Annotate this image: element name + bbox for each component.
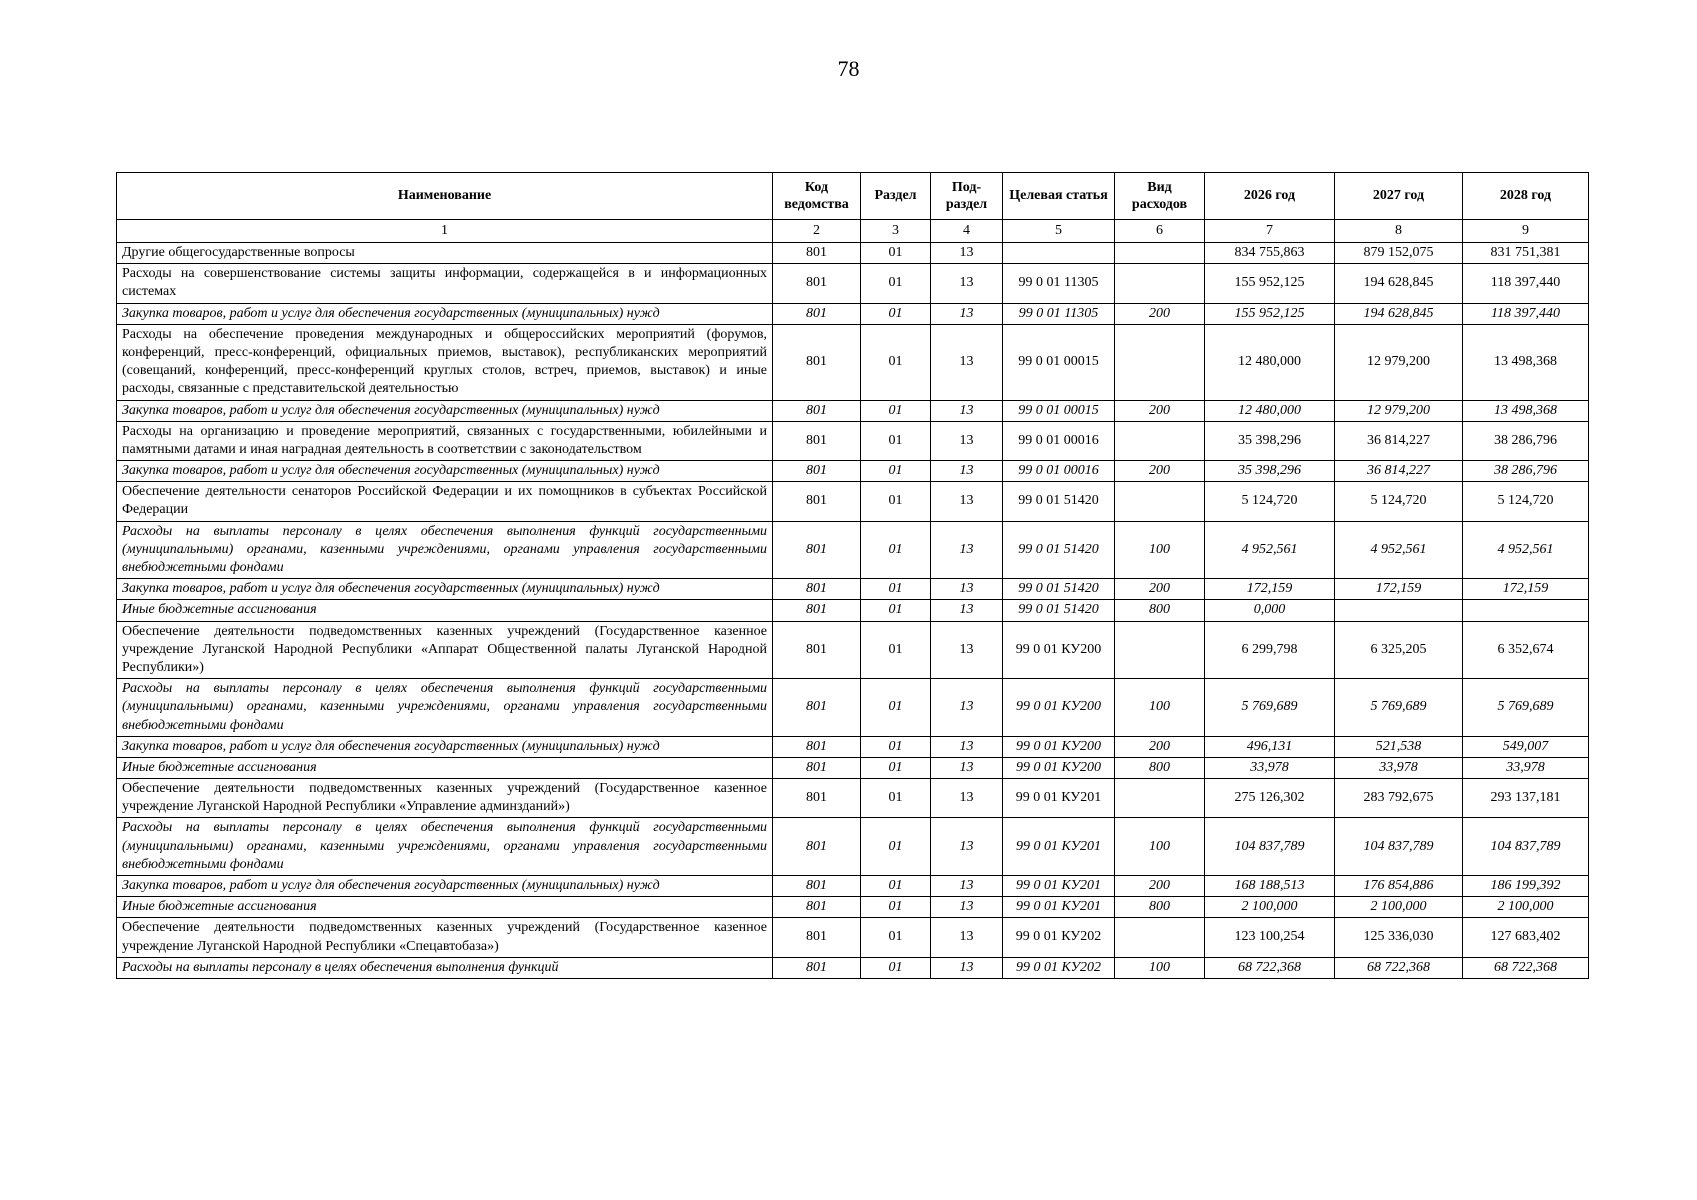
row-amount-2026: 104 837,789 (1205, 818, 1335, 876)
row-section: 01 (861, 303, 931, 324)
row-expense-type (1115, 779, 1205, 818)
row-amount-2026: 834 755,863 (1205, 243, 1335, 264)
row-expense-type (1115, 264, 1205, 303)
table-row (117, 600, 1589, 621)
row-amount-2028: 5 769,689 (1463, 679, 1589, 737)
row-amount-2026: 496,131 (1205, 736, 1335, 757)
row-subsection: 13 (931, 818, 1003, 876)
row-subsection: 13 (931, 243, 1003, 264)
row-amount-2028: 4 952,561 (1463, 521, 1589, 579)
row-name: Закупка товаров, работ и услуг для обеспечения государственных (муниципальных) нужд (117, 736, 773, 757)
row-name: Обеспечение деятельности подведомственных казенных учреждений (Государственное казенное учреждение Луганской Народной Республики «Аппарат Общественной палаты Луганской Народной Республики») (117, 621, 773, 679)
row-section: 01 (861, 600, 931, 621)
row-department-code: 801 (773, 736, 861, 757)
row-amount-2026: 155 952,125 (1205, 303, 1335, 324)
row-department-code: 801 (773, 621, 861, 679)
column-number: 4 (931, 220, 1003, 243)
row-amount-2028: 293 137,181 (1463, 779, 1589, 818)
row-section: 01 (861, 818, 931, 876)
row-expense-type (1115, 482, 1205, 521)
row-amount-2027: 36 814,227 (1335, 461, 1463, 482)
row-expense-type: 800 (1115, 757, 1205, 778)
row-amount-2027: 176 854,886 (1335, 876, 1463, 897)
row-department-code: 801 (773, 521, 861, 579)
row-amount-2028: 127 683,402 (1463, 918, 1589, 957)
row-name: Расходы на выплаты персоналу в целях обеспечения выполнения функций государственными (муниципальными) органами, казенными учреждениями, органами управления государственными внебюджетными фондами (117, 818, 773, 876)
row-department-code: 801 (773, 757, 861, 778)
row-section: 01 (861, 736, 931, 757)
column-number: 5 (1003, 220, 1115, 243)
row-department-code: 801 (773, 400, 861, 421)
row-subsection: 13 (931, 421, 1003, 460)
row-expense-type (1115, 324, 1205, 400)
row-name: Обеспечение деятельности подведомственных казенных учреждений (Государственное казенное учреждение Луганской Народной Республики «Спецавтобаза») (117, 918, 773, 957)
header-cell: 2026 год (1205, 173, 1335, 220)
row-expense-type: 200 (1115, 736, 1205, 757)
row-amount-2026: 5 124,720 (1205, 482, 1335, 521)
row-expense-type: 800 (1115, 897, 1205, 918)
row-target-article: 99 0 01 00016 (1003, 461, 1115, 482)
row-amount-2026: 6 299,798 (1205, 621, 1335, 679)
table-row (117, 621, 1589, 679)
row-department-code: 801 (773, 779, 861, 818)
row-department-code: 801 (773, 482, 861, 521)
row-department-code: 801 (773, 303, 861, 324)
table-row (117, 876, 1589, 897)
row-amount-2026: 35 398,296 (1205, 461, 1335, 482)
header-cell: Раздел (861, 173, 931, 220)
row-expense-type (1115, 621, 1205, 679)
row-target-article: 99 0 01 51420 (1003, 521, 1115, 579)
table-row (117, 579, 1589, 600)
row-subsection: 13 (931, 303, 1003, 324)
row-target-article: 99 0 01 00015 (1003, 400, 1115, 421)
table-row (117, 779, 1589, 818)
row-subsection: 13 (931, 918, 1003, 957)
row-expense-type: 800 (1115, 600, 1205, 621)
row-amount-2028: 13 498,368 (1463, 324, 1589, 400)
row-name: Расходы на организацию и проведение мероприятий, связанных с государственными, юбилейными и памятными датами и иная наградная деятельность в соответствии с законодательством (117, 421, 773, 460)
row-department-code: 801 (773, 897, 861, 918)
row-department-code: 801 (773, 957, 861, 978)
row-subsection: 13 (931, 264, 1003, 303)
row-amount-2028 (1463, 600, 1589, 621)
row-expense-type (1115, 918, 1205, 957)
row-amount-2027: 2 100,000 (1335, 897, 1463, 918)
row-amount-2028: 172,159 (1463, 579, 1589, 600)
row-name: Закупка товаров, работ и услуг для обеспечения государственных (муниципальных) нужд (117, 461, 773, 482)
row-section: 01 (861, 400, 931, 421)
row-expense-type: 200 (1115, 461, 1205, 482)
row-amount-2026: 33,978 (1205, 757, 1335, 778)
row-section: 01 (861, 957, 931, 978)
row-section: 01 (861, 579, 931, 600)
row-amount-2027: 5 769,689 (1335, 679, 1463, 737)
table-row (117, 918, 1589, 957)
row-subsection: 13 (931, 600, 1003, 621)
row-target-article (1003, 243, 1115, 264)
row-expense-type (1115, 421, 1205, 460)
table-row (117, 521, 1589, 579)
row-amount-2027 (1335, 600, 1463, 621)
row-expense-type: 200 (1115, 579, 1205, 600)
table-row (117, 243, 1589, 264)
row-name: Иные бюджетные ассигнования (117, 757, 773, 778)
row-subsection: 13 (931, 779, 1003, 818)
row-target-article: 99 0 01 11305 (1003, 264, 1115, 303)
row-expense-type: 200 (1115, 400, 1205, 421)
row-subsection: 13 (931, 736, 1003, 757)
row-section: 01 (861, 243, 931, 264)
header-cell: Наименование (117, 173, 773, 220)
row-amount-2027: 194 628,845 (1335, 264, 1463, 303)
row-subsection: 13 (931, 400, 1003, 421)
table-row (117, 957, 1589, 978)
row-name: Иные бюджетные ассигнования (117, 897, 773, 918)
row-amount-2028: 549,007 (1463, 736, 1589, 757)
row-target-article: 99 0 01 КУ200 (1003, 736, 1115, 757)
row-target-article: 99 0 01 00016 (1003, 421, 1115, 460)
row-amount-2027: 12 979,200 (1335, 400, 1463, 421)
row-section: 01 (861, 679, 931, 737)
row-target-article: 99 0 01 КУ200 (1003, 621, 1115, 679)
column-number: 3 (861, 220, 931, 243)
table-row (117, 757, 1589, 778)
row-amount-2026: 155 952,125 (1205, 264, 1335, 303)
column-number: 8 (1335, 220, 1463, 243)
header-row (117, 173, 1589, 220)
row-subsection: 13 (931, 324, 1003, 400)
row-amount-2027: 104 837,789 (1335, 818, 1463, 876)
row-expense-type: 200 (1115, 876, 1205, 897)
table-row (117, 461, 1589, 482)
row-section: 01 (861, 779, 931, 818)
page-number: 78 (837, 56, 860, 81)
header-cell: Целевая статья (1003, 173, 1115, 220)
row-subsection: 13 (931, 521, 1003, 579)
row-expense-type: 200 (1115, 303, 1205, 324)
row-amount-2026: 35 398,296 (1205, 421, 1335, 460)
row-department-code: 801 (773, 818, 861, 876)
row-amount-2028: 104 837,789 (1463, 818, 1589, 876)
row-subsection: 13 (931, 757, 1003, 778)
row-subsection: 13 (931, 461, 1003, 482)
row-amount-2026: 168 188,513 (1205, 876, 1335, 897)
row-section: 01 (861, 918, 931, 957)
row-expense-type (1115, 243, 1205, 264)
row-amount-2027: 12 979,200 (1335, 324, 1463, 400)
row-target-article: 99 0 01 КУ201 (1003, 818, 1115, 876)
row-subsection: 13 (931, 897, 1003, 918)
row-name: Расходы на обеспечение проведения международных и общероссийских мероприятий (форумов, конференций, пресс-конференций, официальных приемов, выставок), республиканских мероприятий (совещаний, конференций, пресс-конференций круглых столов, встреч, приемов, выставок) и иные расходы, связанные с представительской деятельностью (117, 324, 773, 400)
row-amount-2026: 5 769,689 (1205, 679, 1335, 737)
row-target-article: 99 0 01 00015 (1003, 324, 1115, 400)
row-subsection: 13 (931, 876, 1003, 897)
row-amount-2027: 6 325,205 (1335, 621, 1463, 679)
row-department-code: 801 (773, 324, 861, 400)
header-cell: 2028 год (1463, 173, 1589, 220)
table-row (117, 482, 1589, 521)
row-amount-2028: 6 352,674 (1463, 621, 1589, 679)
row-amount-2026: 2 100,000 (1205, 897, 1335, 918)
row-section: 01 (861, 482, 931, 521)
row-section: 01 (861, 897, 931, 918)
row-amount-2027: 879 152,075 (1335, 243, 1463, 264)
row-amount-2027: 4 952,561 (1335, 521, 1463, 579)
row-amount-2026: 12 480,000 (1205, 324, 1335, 400)
column-number: 9 (1463, 220, 1589, 243)
row-target-article: 99 0 01 КУ202 (1003, 957, 1115, 978)
row-name: Расходы на выплаты персоналу в целях обеспечения выполнения функций государственными (муниципальными) органами, казенными учреждениями, органами управления государственными внебюджетными фондами (117, 521, 773, 579)
row-section: 01 (861, 757, 931, 778)
row-target-article: 99 0 01 КУ201 (1003, 779, 1115, 818)
row-name: Расходы на совершенствование системы защиты информации, содержащейся в и информационных системах (117, 264, 773, 303)
row-department-code: 801 (773, 243, 861, 264)
column-number-row (117, 220, 1589, 243)
row-amount-2028: 38 286,796 (1463, 421, 1589, 460)
table-row (117, 679, 1589, 737)
row-target-article: 99 0 01 КУ202 (1003, 918, 1115, 957)
row-amount-2027: 521,538 (1335, 736, 1463, 757)
row-amount-2027: 172,159 (1335, 579, 1463, 600)
row-name: Закупка товаров, работ и услуг для обеспечения государственных (муниципальных) нужд (117, 876, 773, 897)
row-amount-2028: 831 751,381 (1463, 243, 1589, 264)
row-amount-2028: 118 397,440 (1463, 264, 1589, 303)
row-department-code: 801 (773, 918, 861, 957)
row-amount-2027: 68 722,368 (1335, 957, 1463, 978)
header-cell: Под-раздел (931, 173, 1003, 220)
row-target-article: 99 0 01 КУ201 (1003, 876, 1115, 897)
row-subsection: 13 (931, 579, 1003, 600)
row-target-article: 99 0 01 51420 (1003, 600, 1115, 621)
row-amount-2027: 33,978 (1335, 757, 1463, 778)
row-target-article: 99 0 01 КУ200 (1003, 679, 1115, 737)
row-amount-2026: 68 722,368 (1205, 957, 1335, 978)
row-amount-2028: 2 100,000 (1463, 897, 1589, 918)
table-row (117, 897, 1589, 918)
row-subsection: 13 (931, 482, 1003, 521)
row-target-article: 99 0 01 51420 (1003, 482, 1115, 521)
row-section: 01 (861, 421, 931, 460)
row-name: Расходы на выплаты персоналу в целях обеспечения выполнения функций государственными (муниципальными) органами, казенными учреждениями, органами управления государственными внебюджетными фондами (117, 679, 773, 737)
row-expense-type: 100 (1115, 957, 1205, 978)
row-name: Закупка товаров, работ и услуг для обеспечения государственных (муниципальных) нужд (117, 303, 773, 324)
row-section: 01 (861, 876, 931, 897)
row-name: Обеспечение деятельности сенаторов Российской Федерации и их помощников в субъектах Российской Федерации (117, 482, 773, 521)
table-row (117, 303, 1589, 324)
row-section: 01 (861, 324, 931, 400)
row-amount-2028: 186 199,392 (1463, 876, 1589, 897)
table-row (117, 818, 1589, 876)
table-row (117, 324, 1589, 400)
row-name: Расходы на выплаты персоналу в целях обеспечения выполнения функций (117, 957, 773, 978)
row-amount-2028: 38 286,796 (1463, 461, 1589, 482)
header-cell: Вид расходов (1115, 173, 1205, 220)
row-department-code: 801 (773, 679, 861, 737)
row-amount-2026: 4 952,561 (1205, 521, 1335, 579)
column-number: 7 (1205, 220, 1335, 243)
row-name: Обеспечение деятельности подведомственных казенных учреждений (Государственное казенное учреждение Луганской Народной Республики «Управление админзданий») (117, 779, 773, 818)
row-amount-2027: 5 124,720 (1335, 482, 1463, 521)
row-subsection: 13 (931, 679, 1003, 737)
row-department-code: 801 (773, 600, 861, 621)
row-expense-type: 100 (1115, 521, 1205, 579)
row-amount-2026: 12 480,000 (1205, 400, 1335, 421)
row-amount-2028: 118 397,440 (1463, 303, 1589, 324)
budget-table (116, 172, 1589, 979)
row-amount-2028: 33,978 (1463, 757, 1589, 778)
table-row (117, 421, 1589, 460)
row-department-code: 801 (773, 461, 861, 482)
row-name: Закупка товаров, работ и услуг для обеспечения государственных (муниципальных) нужд (117, 400, 773, 421)
row-target-article: 99 0 01 51420 (1003, 579, 1115, 600)
row-section: 01 (861, 521, 931, 579)
row-amount-2027: 125 336,030 (1335, 918, 1463, 957)
row-subsection: 13 (931, 621, 1003, 679)
row-amount-2027: 283 792,675 (1335, 779, 1463, 818)
row-amount-2026: 0,000 (1205, 600, 1335, 621)
row-department-code: 801 (773, 264, 861, 303)
row-name: Закупка товаров, работ и услуг для обеспечения государственных (муниципальных) нужд (117, 579, 773, 600)
table-row (117, 264, 1589, 303)
header-cell: 2027 год (1335, 173, 1463, 220)
row-target-article: 99 0 01 КУ200 (1003, 757, 1115, 778)
row-amount-2028: 68 722,368 (1463, 957, 1589, 978)
row-department-code: 801 (773, 579, 861, 600)
row-name: Иные бюджетные ассигнования (117, 600, 773, 621)
row-expense-type: 100 (1115, 818, 1205, 876)
row-department-code: 801 (773, 421, 861, 460)
row-section: 01 (861, 264, 931, 303)
row-amount-2028: 5 124,720 (1463, 482, 1589, 521)
table-row (117, 400, 1589, 421)
row-section: 01 (861, 621, 931, 679)
row-department-code: 801 (773, 876, 861, 897)
row-amount-2026: 123 100,254 (1205, 918, 1335, 957)
row-amount-2028: 13 498,368 (1463, 400, 1589, 421)
header-cell: Код ведомства (773, 173, 861, 220)
column-number: 2 (773, 220, 861, 243)
row-expense-type: 100 (1115, 679, 1205, 737)
column-number: 1 (117, 220, 773, 243)
row-amount-2026: 275 126,302 (1205, 779, 1335, 818)
table-row (117, 736, 1589, 757)
column-number: 6 (1115, 220, 1205, 243)
row-target-article: 99 0 01 11305 (1003, 303, 1115, 324)
row-amount-2027: 36 814,227 (1335, 421, 1463, 460)
row-amount-2026: 172,159 (1205, 579, 1335, 600)
row-name: Другие общегосударственные вопросы (117, 243, 773, 264)
row-section: 01 (861, 461, 931, 482)
row-subsection: 13 (931, 957, 1003, 978)
row-target-article: 99 0 01 КУ201 (1003, 897, 1115, 918)
row-amount-2027: 194 628,845 (1335, 303, 1463, 324)
